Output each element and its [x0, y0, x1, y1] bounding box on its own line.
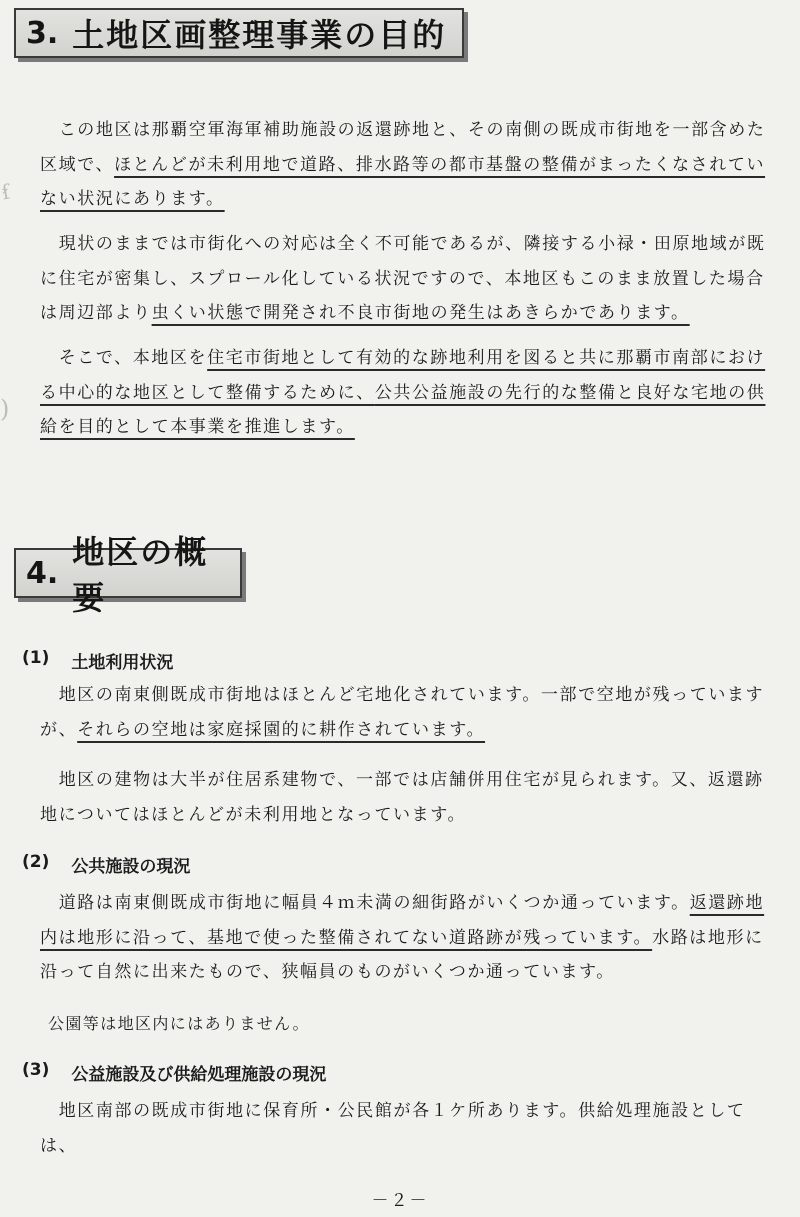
paragraph-text: 地区の建物は大半が住居系建物で、一部では店舗併用住宅が見られます。又、返還跡地についてはほとんどが未利用地となっています。	[40, 770, 764, 825]
underlined-text: ほとんどが未利用地で道路、排水路等の都市基盤の整備がまったくなされていない状況にあります。	[40, 154, 766, 209]
section-3-heading	[14, 8, 464, 58]
paragraph: 公園等は地区内にはありません。	[48, 1014, 310, 1033]
page-number: －２－	[371, 1191, 429, 1211]
paragraph	[40, 678, 778, 747]
paragraph-text: 地区の南東側既成市街地はほとんど宅地化されています。一部で空地が残っていますが、	[40, 685, 765, 740]
subsection-title: 公共施設の現況	[71, 857, 191, 877]
margin-pencil-mark: )	[0, 395, 10, 423]
underlined-text: 虫くい状態で開発され不良市街地の発生はあきらかであります。	[151, 303, 690, 323]
paragraph-text: 現状のままでは市街化への対応は全く不可能であるが、隣接する小禄・田原地域が既に住宅が密集し、スプロール化している状況ですので、本地区もこのまま放置した場合は周辺部より	[40, 234, 766, 323]
subsection-title: 公益施設及び供給処理施設の現況	[71, 1065, 327, 1085]
subsection-heading	[22, 648, 173, 673]
paragraph	[40, 886, 778, 990]
paragraph	[40, 227, 778, 331]
subsection-heading	[22, 1060, 326, 1085]
section-number: 4.	[26, 555, 59, 591]
paragraph	[40, 341, 778, 445]
paragraph	[40, 113, 778, 217]
subsection-number: (1)	[22, 648, 50, 668]
paragraph-text: 道路は南東側既成市街地に幅員４ｍ未満の細街路がいくつか通っています。	[58, 893, 690, 913]
subsection-heading	[22, 852, 190, 877]
margin-pencil-mark: ẜ	[0, 179, 12, 205]
paragraph-text: そこで、本地区を	[58, 348, 208, 368]
paragraph-text: 水路は地形に沿って自然に出来たもので、狭幅員のものがいくつか通っています。	[40, 927, 764, 982]
paragraph-text: この地区は那覇空軍海軍補助施設の返還跡地と、その南側の既成市街地を一部含めた区域で、	[40, 120, 766, 175]
underlined-text: それらの空地は家庭採園的に耕作されています。	[77, 719, 486, 740]
section-title: 地区の概要	[72, 533, 209, 617]
subsection-number: (3)	[22, 1060, 50, 1080]
underlined-text: 住宅市街地として有効的な跡地利用を図ると共に那覇市南部における中心的な地区として整備するために、	[40, 348, 766, 403]
paragraph	[40, 763, 778, 832]
underlined-text: 公共公益施設の先行的な整備と良好な宅地の供給を目的として本事業を推進します。	[40, 382, 766, 437]
paragraph: 地区南部の既成市街地に保育所・公民館が各１ケ所あります。供給処理施設としては、	[40, 1101, 746, 1156]
section-4-heading	[14, 533, 242, 617]
subsection-number: (2)	[22, 852, 50, 872]
subsection-title: 土地利用状況	[71, 653, 174, 673]
section-title: 土地区画整理事業の目的	[72, 16, 447, 54]
section-number: 3.	[26, 15, 59, 51]
underlined-text: 返還跡地内は地形に沿って、基地で使った整備されてない道路跡が残っています。	[40, 893, 765, 948]
